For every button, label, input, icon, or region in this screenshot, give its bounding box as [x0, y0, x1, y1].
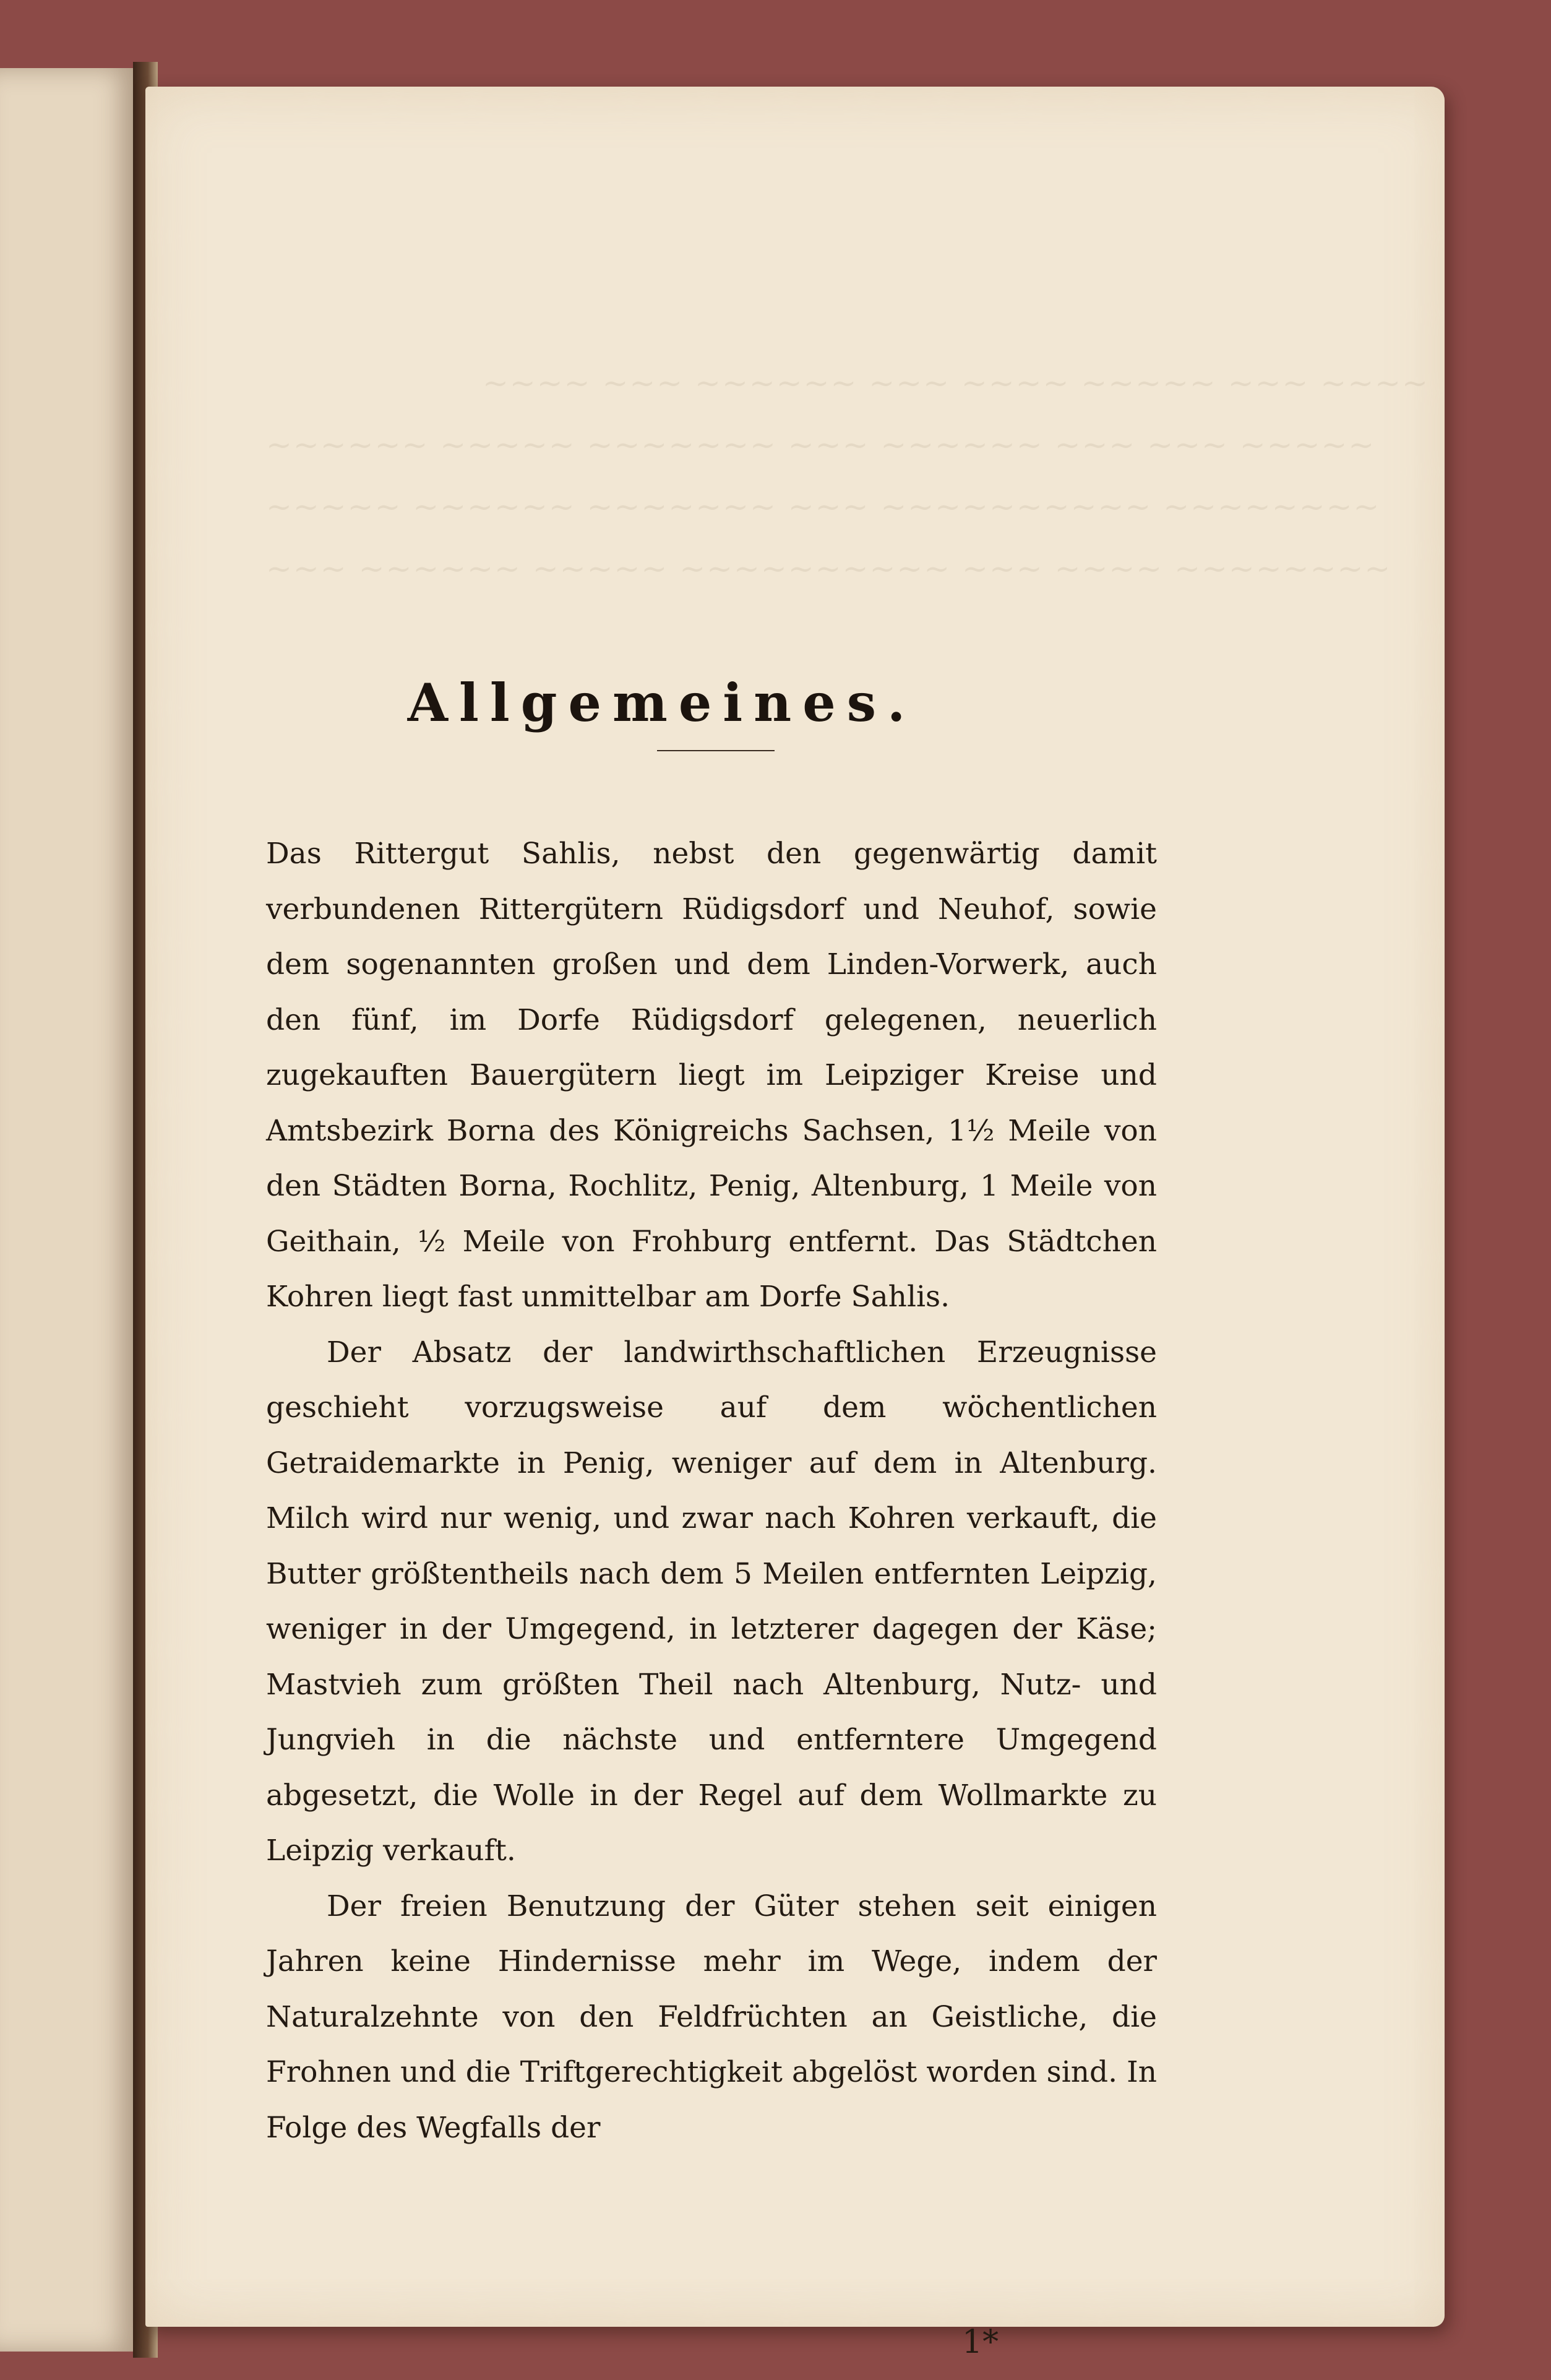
- paragraph: Der freien Benutzung der Güter stehen seit einigen Jahren keine Hindernisse mehr im Wege, indem der Naturalzehnte von den Feldfrüchten an Geistliche, die Frohnen und die Triftgerechtigkeit abgelöst worden sind. In Folge des Wegfalls der: [266, 1889, 1157, 2145]
- show-through-text: ~~~~ ~~~ ~~~~~~ ~~~ ~~~~ ~~~~~ ~~~ ~~~~: [483, 365, 1429, 401]
- paragraph: Das Rittergut Sahlis, nebst den gegenwärtig damit verbundenen Rittergütern Rüdigsdorf und Neuhof, sowie dem sogenannten großen und dem Linden-Vorwerk, auch den fünf, im Dorfe Rüdigsdorf gelegenen, neuerlich zugekauften Bauergütern liegt im Leipziger Kreise und Amtsbezirk Borna des Königreichs Sachsen, 1½ Meile von den Städten Borna, Rochlitz, Penig, Altenburg, 1 Meile von Geithain, ½ Meile von Frohburg entfernt. Das Städtchen Kohren liegt fast unmittelbar am Dorfe Sahlis.: [266, 837, 1157, 1314]
- heading-rule: [657, 750, 775, 751]
- show-through-text: ~~~ ~~~~~~ ~~~~~ ~~~~~~~~~~ ~~~ ~~~~ ~~~~~~~~: [266, 551, 1392, 587]
- paragraph: Der Absatz der landwirthschaftlichen Erzeugnisse geschieht vorzugsweise auf dem wöchentlichen Getraidemarkte in Penig, weniger auf dem in Altenburg. Milch wird nur wenig, und zwar nach Kohren verkauft, die Butter größtentheils nach dem 5 Meilen entfernten Leipzig, weniger in der Umgegend, in letzterer dagegen der Käse; Mastvieh zum größten Theil nach Altenburg, Nutz- und Jungvieh in die nächste und entferntere Umgegend abgesetzt, die Wolle in der Regel auf dem Wollmarkte zu Leipzig verkauft.: [266, 1335, 1157, 1868]
- body-text: [266, 826, 1157, 2155]
- page-heading: Allgemeines.: [407, 672, 917, 734]
- show-through-text: ~~~~~~ ~~~~~ ~~~~~~~ ~~~ ~~~~~~ ~~~ ~~~ ~~~~~: [266, 427, 1376, 463]
- signature-mark: 1*: [962, 2324, 999, 2361]
- show-through-text: ~~~~~ ~~~~~~ ~~~~~~~ ~~~ ~~~~~~~~~~ ~~~~~~~~: [266, 489, 1381, 525]
- facing-page-edge: [0, 68, 139, 2352]
